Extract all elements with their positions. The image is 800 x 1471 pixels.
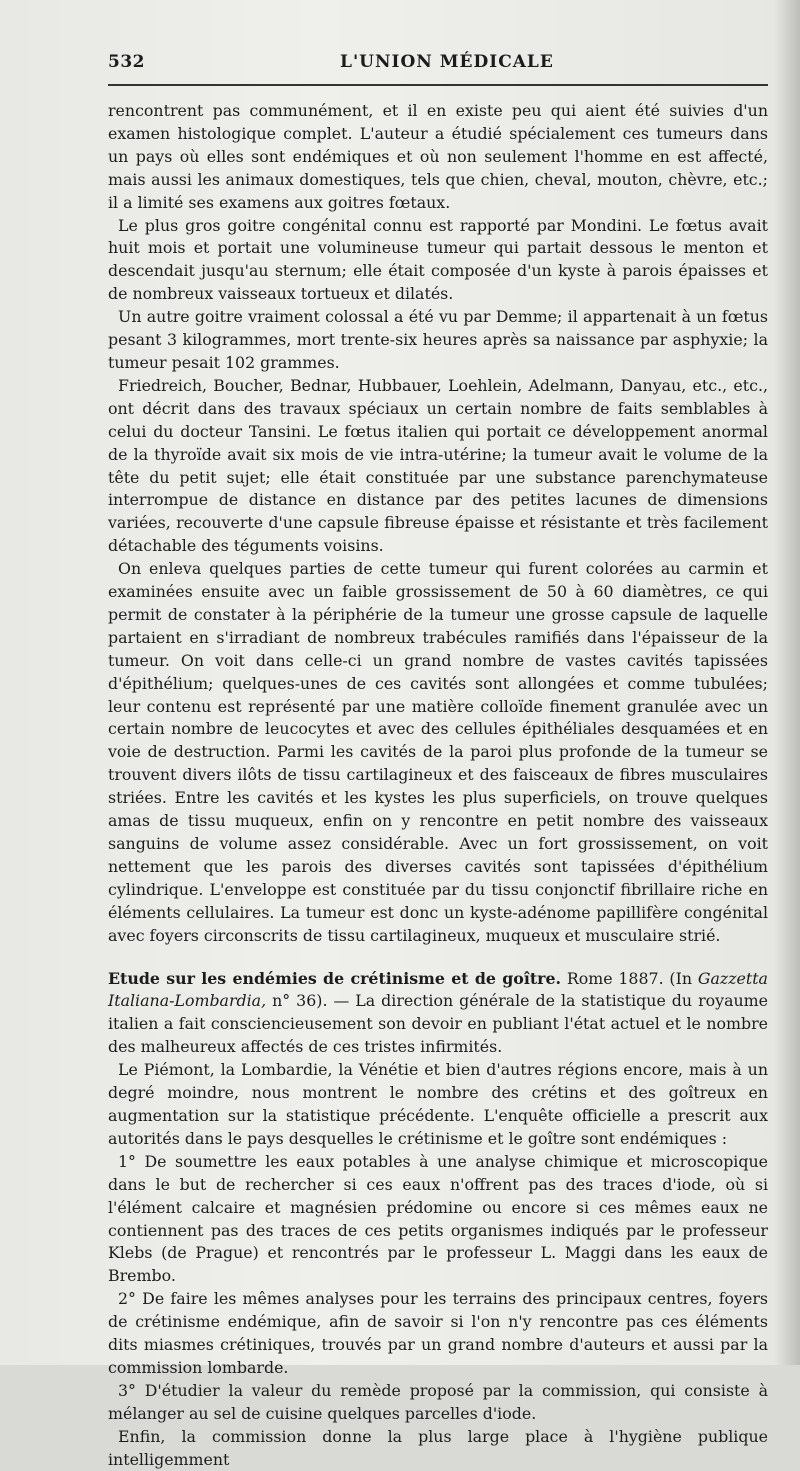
article-body [108, 100, 768, 1471]
section-title: Etude sur les endémies de crétinisme et de goître. [108, 968, 561, 988]
paragraph: rencontrent pas communément, et il en existe peu qui aient été suivies d'un examen histologique complet. L'auteur a étudié spécialement ces tumeurs dans un pays où elles sont endémiques et où non seulement l'homme en est affecté, mais aussi les animaux domestiques, tels que chien, cheval, mouton, chèvre, etc.; il a limité ses examens aux goitres fœtaux. [108, 101, 768, 212]
paragraph: Friedreich, Boucher, Bednar, Hubbauer, Loehlein, Adelmann, Danyau, etc., etc., ont décrit dans des travaux spéciaux un certain nombre de faits semblables à celui du docteur Tansini. Le fœtus italien qui portait ce développement anormal de la thyroïde avait six mois de vie intra-utérine; la tumeur avait le volume de la tête du petit sujet; elle était constituée par une substance parenchymateuse interrompue de distance en distance par des petites lacunes de dimensions variées, recouverte d'une capsule fibreuse épaisse et résistante et très facilement détachable des téguments voisins. [108, 375, 768, 556]
section-ref-rest: n° 36). — La direction générale de la statistique du royaume italien a fait consciencieusement son devoir en publiant l'état actuel et le nombre des malheureux affectés de ces tristes infirmités. [108, 991, 768, 1057]
paragraph: Le plus gros goitre congénital connu est rapporté par Mondini. Le fœtus avait huit mois et portait une volumineuse tumeur qui partait dessous le menton et descendait jusqu'au sternum; elle était composée d'un kyste à parois épaisses et de nombreux vaisseaux tortueux et dilatés. [108, 215, 768, 304]
section-ref-journal: Gazzetta Italiana-Lombardia, [108, 968, 768, 1011]
paragraph: On enleva quelques parties de cette tumeur qui furent colorées au carmin et examinées ensuite avec un faible grossissement de 50 à 60 diamètres, ce qui permit de constater à la périphérie de la tumeur une grosse capsule de laquelle partaient en s'irradiant de nombreux trabécules ramifiés dans l'épaisseur de la tumeur. On voit dans celle-ci un grand nombre de vastes cavités tapissées d'épithélium; quelques-unes de ces cavités sont allongées et comme tubulées; leur contenu est représenté par une matière colloïde finement granulée avec un certain nombre de leucocytes et avec des cellules épithéliales desquamées et en voie de destruction. Parmi les cavités de la paroi plus profonde de la tumeur se trouvent divers ilôts de tissu cartilagineux et des faisceaux de fibres musculaires striées. Entre les cavités et les kystes les plus superficiels, on trouve quelques amas de tissu muqueux, enfin on y rencontre en petit nombre des vaisseaux sanguins de volume assez considérable. Avec un fort grossissement, on voit nettement que les parois des diverses cavités sont tapissées d'épithélium cylindrique. L'enveloppe est constituée par du tissu conjonctif fibrillaire riche en éléments cellulaires. La tumeur est donc un kyste-adénome papillifère congénital avec foyers circonscrits de tissu cartilagineux, muqueux et musculaire strié. [108, 559, 768, 945]
paragraph: 1° De soumettre les eaux potables à une analyse chimique et microscopique dans le but de rechercher si ces eaux n'offrent pas des traces d'iode, où si l'élément calcaire et magnésien prédomine ou encore si ces mêmes eaux ne contiennent pas des traces de ces petits organismes indiqués par le professeur Klebs (de Prague) et rencontrés par le professeur L. Maggi dans les eaux de Brembo. [108, 1151, 768, 1286]
header-rule [108, 84, 768, 86]
section-ref-text: Rome 1887. (In [561, 968, 698, 988]
paragraph: Le Piémont, la Lombardie, la Vénétie et bien d'autres régions encore, mais à un degré moindre, nous montrent le nombre des crétins et des goîtreux en augmentation sur la statistique précédente. L'enquête officielle a prescrit aux autorités dans le pays desquelles le crétinisme et le goître sont endémiques : [108, 1060, 768, 1148]
page-number: 532 [108, 52, 145, 72]
paragraph: Enfin, la commission donne la plus large place à l'hygiène publique intelligemment [108, 1426, 768, 1469]
paragraph: 2° De faire les mêmes analyses pour les terrains des principaux centres, foyers de crétinisme endémique, afin de savoir si l'on n'y rencontre pas ces éléments dits miasmes crétiniques, trouvés par un grand nombre d'auteurs et aussi par la commission lombarde. [108, 1289, 768, 1377]
paragraph: Un autre goitre vraiment colossal a été vu par Demme; il appartenait à un fœtus pesant 3 kilogrammes, mort trente-six heures après sa naissance par asphyxie; la tumeur pesait 102 grammes. [108, 307, 768, 372]
page-header [108, 44, 768, 80]
journal-title: L'UNION MÉDICALE [340, 52, 554, 72]
paragraph: 3° D'étudier la valeur du remède proposé par la commission, qui consiste à mélanger au sel de cuisine quelques parcelles d'iode. [108, 1380, 768, 1423]
section-intro [108, 968, 768, 1060]
